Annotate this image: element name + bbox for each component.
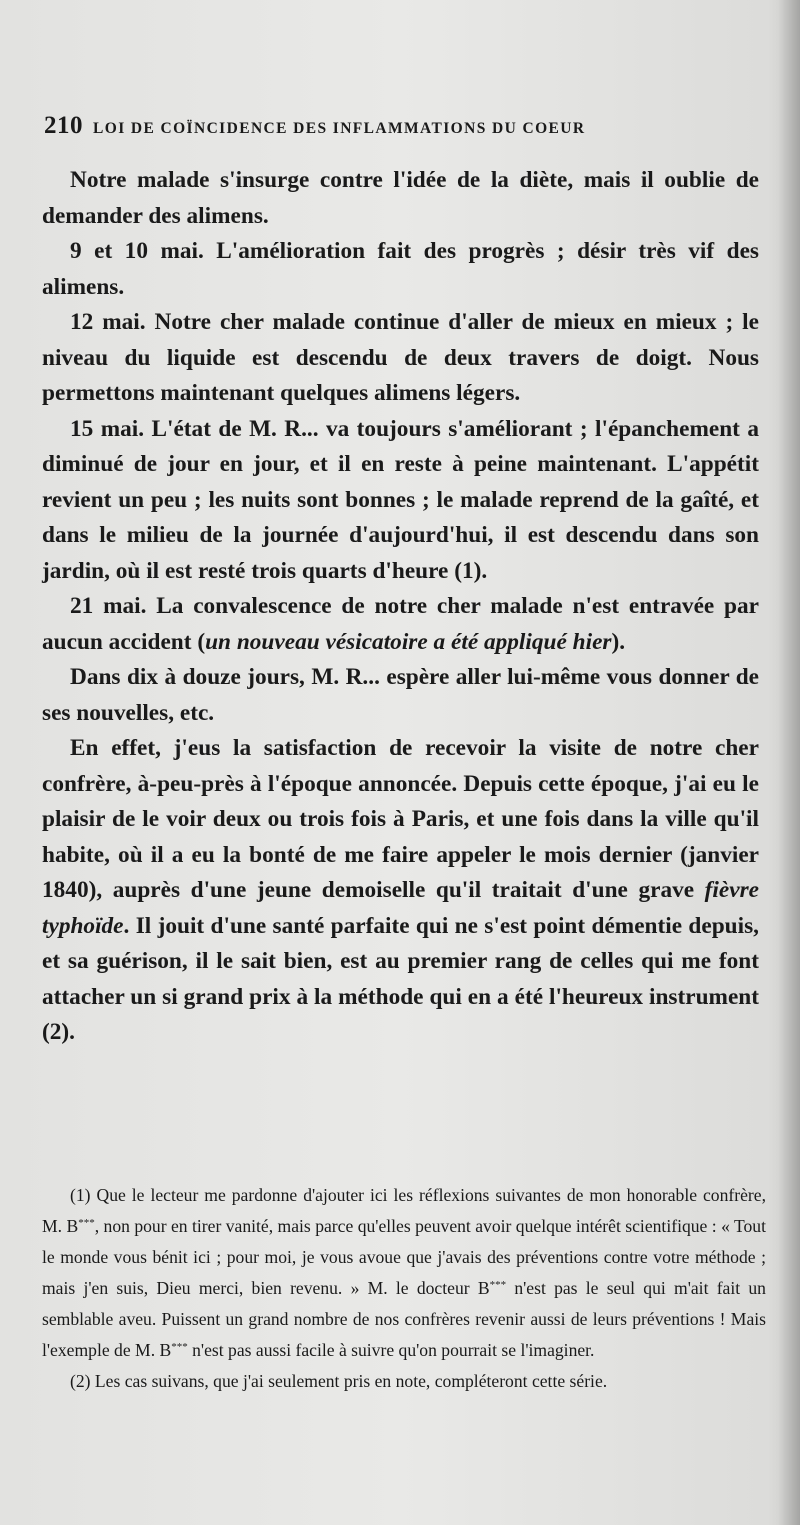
footnote-2: (2) Les cas suivans, que j'ai seulement pris en note, compléteront cette série.	[70, 1371, 608, 1391]
italic-text: fièvre typhoïde	[42, 877, 759, 939]
paragraph	[42, 589, 759, 660]
asterisks: ***	[78, 1217, 95, 1229]
asterisks: ***	[171, 1341, 188, 1353]
footnote-text: (1) Que le lecteur me pardonne d'ajouter ici les réflexions suivantes de mon honorable confrère, M. B	[42, 1185, 766, 1236]
main-text	[42, 163, 759, 1051]
paragraph-text: ).	[611, 628, 626, 655]
paragraph: 12 mai. Notre cher malade continue d'aller de mieux en mieux ; le niveau du liquide est descendu de deux travers de doigt. Nous permettons maintenant quelques alimens légers.	[42, 309, 759, 406]
running-title: LOI DE COÏNCIDENCE DES INFLAMMATIONS DU COEUR	[93, 120, 586, 137]
footnote-1	[42, 1180, 766, 1366]
footnote-text: , non pour en tirer vanité, mais parce qu'elles peuvent avoir quelque intérêt scientifique : « Tout le monde vous bénit ici ; pour moi, je vous avoue que j'avais des préventions contre votre méthode ; mais j'en suis, Dieu merci, bien revenu. » M. le docteur B	[42, 1216, 766, 1298]
paragraph-text: En effet, j'eus la satisfaction de recevoir la visite de notre cher confrère, à-peu-près à l'époque annoncée. Depuis cette époque, j'ai eu le plaisir de le voir deux ou trois fois à Paris, et une fois dans la ville qu'il habite, où il a eu la bonté de me faire appeler le mois dernier (janvier 1840), auprès d'une jeune demoiselle qu'il traitait d'une grave	[42, 735, 759, 903]
paragraph	[42, 731, 759, 1051]
paragraph: Notre malade s'insurge contre l'idée de la diète, mais il oublie de demander des alimens.	[42, 167, 759, 229]
running-header	[44, 112, 744, 146]
asterisks: ***	[489, 1279, 507, 1291]
italic-text: un nouveau vésicatoire a été appliqué hier	[205, 628, 612, 655]
paragraph: 15 mai. L'état de M. R... va toujours s'améliorant ; l'épanchement a diminué de jour en jour, et il en reste à peine maintenant. L'appétit revient un peu ; les nuits sont bonnes ; le malade reprend de la gaîté, et dans le milieu de la journée d'aujourd'hui, il est descendu dans son jardin, où il est resté trois quarts d'heure (1).	[42, 415, 759, 584]
paragraph: Dans dix à douze jours, M. R... espère aller lui-même vous donner de ses nouvelles, etc.	[42, 664, 759, 726]
footnote-text: n'est pas aussi facile à suivre qu'on pourrait se l'imaginer.	[187, 1340, 595, 1360]
page-number: 210	[44, 112, 83, 139]
page-edge-shadow	[778, 0, 800, 1525]
footnotes	[42, 1180, 766, 1397]
footnote-text: n'est pas le seul qui m'ait fait un semblable aveu. Puissent un grand nombre de nos confrères revenir aussi de leurs préventions ! Mais l'exemple de M. B	[42, 1278, 766, 1360]
paragraph-text: . Il jouit d'une santé parfaite qui ne s'est point démentie depuis, et sa guérison, il le sait bien, est au premier rang de celles qui me font attacher un si grand prix à la méthode qui en a été l'heureux instrument (2).	[42, 912, 759, 1045]
paragraph: 9 et 10 mai. L'amélioration fait des progrès ; désir très vif des alimens.	[42, 238, 759, 300]
paragraph-text: 21 mai. La convalescence de notre cher malade n'est entravée par aucun accident (	[42, 593, 759, 655]
